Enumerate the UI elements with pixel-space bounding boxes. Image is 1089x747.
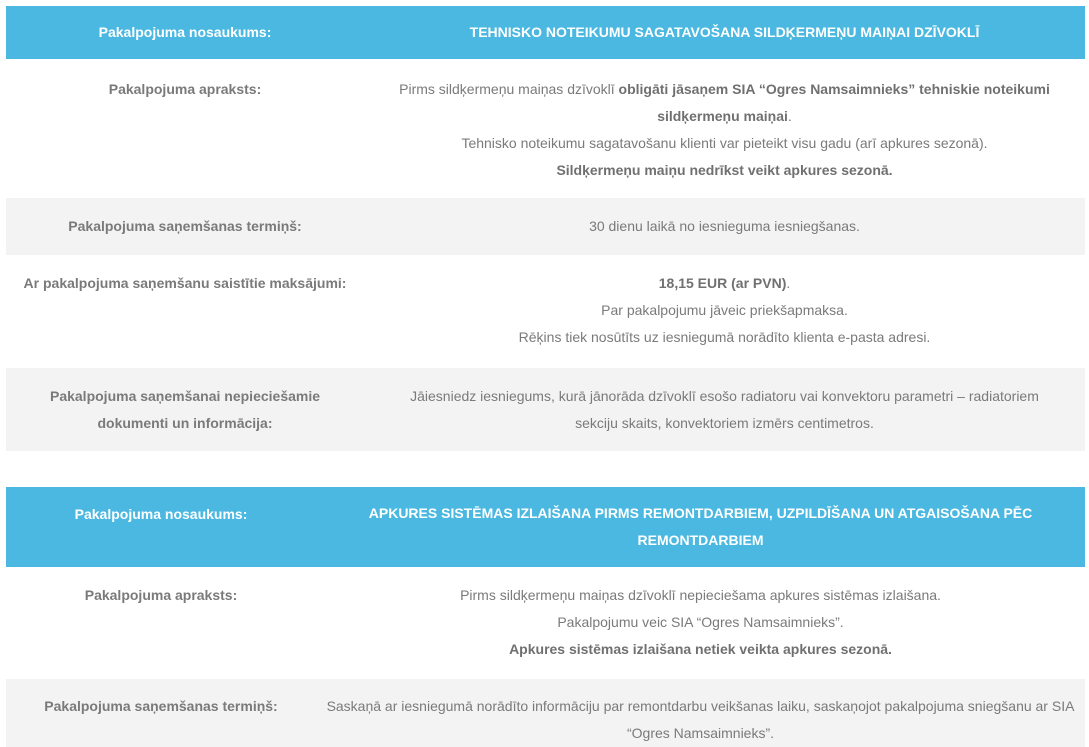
description-paragraph: Pirms sildķermeņu maiņas dzīvoklī nepieciešama apkures sistēmas izlaišana. — [460, 587, 941, 603]
description-text: . — [787, 108, 792, 124]
service-table-2 — [6, 487, 1085, 747]
documents-label: Pakalpojuma saņemšanai nepieciešamie dokumenti un informācija: — [6, 368, 364, 451]
description-paragraph — [376, 157, 1073, 184]
description-paragraph: Tehnisko noteikumu sagatavošanu klienti var pieteikt visu gadu (arī apkures sezonā). — [461, 135, 988, 151]
description-emphasis: obligāti jāsaņem SIA “Ogres Namsaimnieks” tehniskie noteikumi sildķermeņu maiņai — [618, 81, 1050, 124]
term-value: 30 dienu laikā no iesnieguma iesniegšanas. — [364, 198, 1085, 255]
term-label: Pakalpojuma saņemšanas termiņš: — [6, 198, 364, 255]
table-header-row — [6, 487, 1085, 567]
description-value — [316, 567, 1085, 679]
description-label: Pakalpojuma apraksts: — [6, 59, 364, 198]
table-row — [6, 255, 1085, 368]
table-row — [6, 59, 1085, 198]
documents-value: Jāiesniedz iesniegums, kurā jānorāda dzīvoklī esošo radiatoru vai konvektoru parametri – radiatoriem sekciju skaits, konvektoriem izmērs centimetros. — [364, 368, 1085, 451]
table-row — [6, 198, 1085, 255]
payments-value — [364, 255, 1085, 368]
description-label: Pakalpojuma apraksts: — [6, 567, 316, 679]
payments-paragraph: Par pakalpojumu jāveic priekšapmaksa. — [601, 302, 848, 318]
description-paragraph — [376, 76, 1073, 130]
description-value — [364, 59, 1085, 198]
payment-amount: 18,15 EUR (ar PVN) — [658, 275, 787, 291]
table-row — [6, 567, 1085, 679]
description-text: Pirms sildķermeņu maiņas dzīvoklī — [399, 81, 619, 97]
payment-text: . — [786, 275, 791, 291]
description-paragraph — [316, 636, 1085, 663]
service-name-value: TEHNISKO NOTEIKUMU SAGATAVOŠANA SILDĶERMEŅU MAIŅAI DZĪVOKLĪ — [364, 6, 1085, 59]
payments-label: Ar pakalpojuma saņemšanu saistītie maksājumi: — [6, 255, 364, 368]
term-value: Saskaņā ar iesniegumā norādīto informāciju par remontdarbu veikšanas laiku, saskaņojot pakalpojuma sniegšanu ar SIA “Ogres Namsaimnieks”. — [316, 679, 1085, 747]
description-paragraph: Pakalpojumu veic SIA “Ogres Namsaimnieks”. — [557, 614, 844, 630]
service-name-value: APKURES SISTĒMAS IZLAIŠANA PIRMS REMONTDARBIEM, UZPILDĪŠANA UN ATGAISOŠANA PĒC REMONTDARBIEM — [316, 487, 1085, 567]
service-table-1 — [6, 6, 1085, 451]
payments-paragraph: Rēķins tiek nosūtīts uz iesniegumā norādīto klienta e-pasta adresi. — [518, 329, 931, 345]
description-warning: Apkures sistēmas izlaišana netiek veikta apkures sezonā. — [509, 641, 892, 657]
description-warning: Sildķermeņu maiņu nedrīkst veikt apkures sezonā. — [556, 162, 893, 178]
service-name-label: Pakalpojuma nosaukums: — [6, 6, 364, 59]
table-header-row — [6, 6, 1085, 59]
payments-paragraph — [364, 270, 1085, 297]
service-name-label: Pakalpojuma nosaukums: — [6, 487, 316, 567]
term-label: Pakalpojuma saņemšanas termiņš: — [6, 679, 316, 747]
table-row — [6, 368, 1085, 451]
table-row — [6, 679, 1085, 747]
